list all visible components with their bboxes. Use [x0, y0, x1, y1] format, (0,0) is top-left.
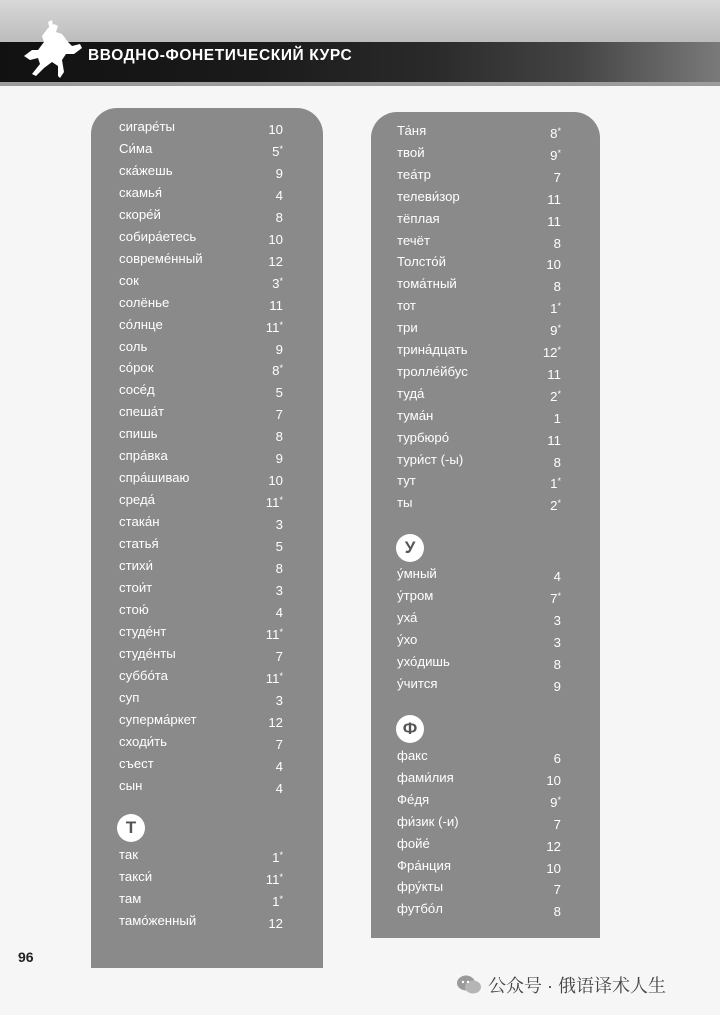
lesson-number-value: 11 [547, 213, 561, 229]
word-entry [119, 446, 283, 466]
entry-lesson-number [268, 468, 283, 491]
entry-lesson-number [276, 161, 283, 184]
lesson-number-value: 8 [275, 209, 283, 225]
lesson-star-mark: * [557, 794, 561, 805]
entry-lesson-number [266, 867, 283, 890]
word-entry [119, 578, 283, 598]
entry-lesson-number [550, 586, 561, 609]
lesson-number-value: 8 [553, 279, 561, 295]
entry-lesson-number [554, 652, 561, 675]
word-entry [397, 340, 561, 360]
lesson-star-mark: * [557, 590, 561, 601]
entry-lesson-number [276, 534, 283, 557]
word-entry [397, 768, 561, 788]
lesson-number-value: 7 [550, 590, 558, 606]
entry-lesson-number [554, 746, 561, 769]
word-entry [119, 139, 283, 159]
entry-word: футбо́л [397, 901, 443, 917]
word-entry [397, 834, 561, 854]
word-entry [397, 318, 561, 338]
entry-lesson-number [276, 754, 283, 777]
entry-lesson-number [554, 231, 561, 254]
lesson-number-value: 3 [275, 582, 283, 598]
entry-word: Та́ня [397, 123, 427, 138]
lesson-number-value: 7 [553, 169, 561, 185]
entry-lesson-number [272, 845, 283, 868]
lesson-number-value: 11 [265, 670, 280, 686]
entry-word: солёнье [119, 294, 170, 310]
word-entry [119, 468, 283, 488]
word-entry [397, 790, 561, 810]
entry-lesson-number [554, 165, 561, 188]
entry-lesson-number [276, 183, 283, 206]
lesson-star-mark: * [557, 498, 561, 509]
lesson-number-value: 7 [553, 882, 561, 898]
watermark-text: 公众号 · 俄语译术人生 [488, 976, 666, 996]
word-entry [397, 143, 561, 163]
lesson-number-value: 9 [275, 451, 283, 467]
lesson-number-value: 4 [275, 758, 283, 774]
lesson-number-value: 9 [550, 323, 558, 339]
entry-word: скоре́й [119, 206, 161, 222]
entry-word: тролле́йбус [397, 363, 468, 379]
entry-lesson-number [276, 556, 283, 579]
word-entry [119, 732, 283, 752]
entry-word: Фра́нция [397, 857, 452, 873]
entry-word: сосе́д [119, 382, 155, 398]
word-entry [119, 315, 283, 335]
lesson-number-value: 11 [547, 432, 561, 448]
entry-lesson-number [276, 446, 283, 469]
word-entry [397, 877, 561, 897]
section-letter-f: Ф [398, 717, 422, 741]
lesson-number-value: 1 [553, 410, 561, 426]
entry-lesson-number [550, 121, 561, 144]
entry-lesson-number [276, 337, 283, 360]
entry-lesson-number [268, 117, 283, 140]
entry-word: статья́ [119, 536, 159, 552]
lesson-number-value: 5 [272, 143, 280, 159]
entry-word: скамья́ [119, 184, 163, 200]
entry-lesson-number [546, 768, 561, 791]
entry-word: Фе́дя [397, 791, 430, 807]
lesson-number-value: 3 [272, 275, 280, 291]
entry-lesson-number [276, 776, 283, 799]
lesson-number-value: 12 [268, 915, 283, 931]
lesson-number-value: 7 [553, 816, 561, 832]
word-entry [397, 362, 561, 382]
word-entry [119, 867, 283, 887]
word-entry [119, 911, 283, 931]
word-entry [397, 165, 561, 185]
lesson-star-mark: * [279, 670, 283, 681]
lesson-number-value: 7 [275, 407, 283, 423]
word-entry [119, 337, 283, 357]
word-entry [119, 161, 283, 181]
entry-word: такси́ [119, 868, 153, 884]
entry-lesson-number [554, 564, 561, 587]
horse-rider-logo-icon [18, 20, 84, 82]
entry-word: сходи́ть [119, 733, 168, 749]
lesson-number-value: 8 [553, 656, 561, 672]
lesson-number-value: 10 [546, 772, 561, 788]
word-entry [397, 252, 561, 272]
word-entry [119, 424, 283, 444]
entry-word: стою́ [119, 601, 149, 617]
lesson-number-value: 11 [265, 871, 280, 887]
word-entry [119, 845, 283, 865]
lesson-star-mark: * [557, 323, 561, 334]
word-entry [119, 227, 283, 247]
lesson-number-value: 7 [275, 736, 283, 752]
lesson-number-value: 3 [275, 517, 283, 533]
lesson-number-value: 12 [268, 714, 283, 730]
entry-lesson-number [554, 812, 561, 835]
word-entry [119, 117, 283, 137]
entry-lesson-number [554, 877, 561, 900]
entry-word: суббо́та [119, 667, 169, 683]
word-entry [397, 209, 561, 229]
entry-word: ска́жешь [119, 162, 173, 178]
lesson-star-mark: * [557, 388, 561, 399]
lesson-number-value: 10 [546, 257, 561, 273]
entry-lesson-number [276, 512, 283, 535]
word-entry [397, 652, 561, 672]
lesson-number-value: 2 [550, 388, 558, 404]
lesson-star-mark: * [557, 126, 561, 136]
entry-lesson-number [272, 271, 283, 294]
word-entry [119, 249, 283, 269]
lesson-number-value: 4 [275, 604, 283, 620]
entry-lesson-number [268, 227, 283, 250]
lesson-number-value: 8 [550, 126, 558, 141]
lesson-number-value: 12 [542, 345, 558, 360]
entry-lesson-number [276, 600, 283, 623]
entry-lesson-number [276, 644, 283, 667]
entry-lesson-number [266, 666, 283, 689]
word-entry [119, 271, 283, 291]
word-entry [119, 666, 283, 686]
entry-word: у́мный [397, 566, 437, 581]
word-entry [397, 856, 561, 876]
lesson-star-mark: * [279, 495, 283, 506]
entry-word: тамо́женный [119, 912, 197, 928]
entry-word: съест [119, 755, 154, 771]
lesson-number-value: 11 [265, 495, 280, 511]
entry-word: суперма́ркет [119, 711, 197, 727]
entry-lesson-number [554, 406, 561, 429]
word-entry [397, 746, 561, 766]
entry-lesson-number [266, 315, 283, 338]
word-entry [119, 688, 283, 708]
entry-word: тот [397, 298, 416, 314]
entry-lesson-number [269, 293, 283, 316]
lesson-number-value: 11 [269, 297, 283, 313]
entry-word: тёплая [397, 210, 440, 226]
entry-lesson-number [276, 424, 283, 447]
word-entry [119, 205, 283, 225]
word-entry [397, 450, 561, 470]
entry-lesson-number [550, 143, 561, 166]
word-entry [119, 293, 283, 313]
header-title: ВВОДНО-ФОНЕТИЧЕСКИЙ КУРС [88, 47, 353, 64]
lesson-number-value: 9 [550, 794, 558, 810]
lesson-number-value: 9 [275, 341, 283, 357]
word-entry [119, 380, 283, 400]
entry-lesson-number [268, 249, 283, 272]
entry-word: собира́етесь [119, 228, 197, 244]
word-entry [397, 586, 561, 606]
entry-word: среда́ [119, 492, 156, 508]
lesson-number-value: 4 [553, 569, 561, 584]
entry-word: спеша́т [119, 404, 165, 420]
lesson-number-value: 1 [550, 476, 558, 492]
word-entry [397, 674, 561, 694]
word-entry [397, 187, 561, 207]
entry-word: фру́кты [397, 879, 444, 895]
entry-lesson-number [546, 252, 561, 275]
entry-lesson-number [554, 630, 561, 653]
entry-word: Си́ма [119, 140, 153, 156]
lesson-number-value: 3 [275, 692, 283, 708]
entry-lesson-number [276, 402, 283, 425]
lesson-star-mark: * [557, 147, 561, 158]
entry-lesson-number [550, 296, 561, 319]
lesson-number-value: 8 [553, 454, 561, 470]
lesson-number-value: 8 [272, 363, 280, 379]
lesson-number-value: 8 [553, 235, 561, 251]
entry-lesson-number [546, 856, 561, 879]
entry-word: фойе́ [397, 835, 430, 851]
lesson-number-value: 2 [550, 498, 558, 514]
lesson-number-value: 11 [265, 626, 280, 642]
word-entry [119, 600, 283, 620]
word-entry [397, 899, 561, 919]
word-entry [397, 564, 561, 584]
entry-word: теа́тр [397, 166, 431, 182]
entry-lesson-number [547, 362, 561, 385]
entry-word: уха́ [397, 609, 418, 625]
entry-word: у́тром [397, 587, 434, 603]
entry-lesson-number [550, 471, 561, 494]
entry-lesson-number [276, 732, 283, 755]
lesson-star-mark: * [279, 850, 283, 860]
entry-word: тома́тный [397, 276, 457, 292]
page-header [0, 0, 720, 86]
entry-word: у́чится [397, 675, 438, 691]
entry-lesson-number [272, 139, 283, 162]
word-entry [119, 622, 283, 642]
entry-word: там [119, 890, 142, 906]
entry-word: тури́ст (-ы) [397, 451, 464, 467]
lesson-number-value: 1 [272, 850, 280, 865]
entry-lesson-number [550, 493, 561, 516]
lesson-number-value: 11 [547, 366, 561, 382]
entry-lesson-number [276, 578, 283, 601]
entry-word: течёт [397, 232, 431, 248]
entry-word: спра́шиваю [119, 470, 190, 486]
lesson-star-mark: * [279, 871, 283, 882]
lesson-star-mark: * [557, 301, 561, 312]
entry-lesson-number [276, 688, 283, 711]
entry-lesson-number [554, 899, 561, 922]
word-entry [119, 556, 283, 576]
lesson-number-value: 1 [550, 301, 558, 317]
word-entry [397, 296, 561, 316]
lesson-star-mark: * [279, 363, 283, 374]
lesson-number-value: 9 [275, 165, 283, 181]
word-entry [397, 274, 561, 294]
watermark [456, 972, 666, 998]
lesson-number-value: 11 [547, 191, 561, 207]
lesson-number-value: 6 [553, 751, 561, 766]
entry-lesson-number [266, 490, 283, 513]
entry-word: со́рок [119, 360, 154, 376]
lesson-number-value: 12 [268, 253, 283, 269]
word-entry [119, 490, 283, 510]
entry-word: факс [397, 748, 428, 763]
lesson-star-mark: * [279, 626, 283, 637]
entry-lesson-number [543, 340, 561, 363]
entry-lesson-number [547, 187, 561, 210]
word-entry [119, 889, 283, 909]
word-entry [119, 402, 283, 422]
entry-lesson-number [272, 358, 283, 381]
word-entry [119, 183, 283, 203]
lesson-number-value: 4 [275, 780, 283, 796]
lesson-star-mark: * [279, 319, 283, 330]
word-entry [397, 812, 561, 832]
entry-word: трина́дцать [397, 342, 468, 357]
lesson-number-value: 8 [275, 429, 283, 445]
lesson-number-value: 3 [553, 612, 561, 628]
lesson-number-value: 10 [268, 473, 283, 489]
entry-word: сок [119, 272, 139, 288]
entry-lesson-number [546, 834, 561, 857]
entry-word: твой [397, 144, 425, 160]
entry-word: спишь [119, 426, 158, 442]
entry-word: стихи́ [119, 558, 153, 573]
word-entry [397, 493, 561, 513]
word-entry [119, 776, 283, 796]
entry-lesson-number [272, 889, 283, 912]
entry-lesson-number [554, 608, 561, 631]
entry-word: суп [119, 689, 140, 705]
entry-word: турбюро́ [397, 429, 450, 445]
entry-word: так [119, 847, 138, 862]
entry-word: у́хо [397, 631, 418, 647]
word-entry [397, 471, 561, 491]
word-entry [119, 534, 283, 554]
lesson-number-value: 9 [550, 147, 558, 163]
lesson-star-mark: * [557, 345, 561, 355]
entry-word: студе́нт [119, 623, 167, 639]
entry-word: фами́лия [397, 769, 454, 785]
entry-lesson-number [276, 205, 283, 228]
word-entry [397, 406, 561, 426]
entry-lesson-number [550, 384, 561, 407]
entry-lesson-number [547, 209, 561, 232]
entry-word: три [397, 320, 418, 336]
entry-word: фи́зик (-и) [397, 813, 459, 829]
entry-word: сигаре́ты [119, 119, 176, 134]
wechat-icon [456, 974, 482, 996]
lesson-number-value: 5 [275, 385, 283, 401]
lesson-number-value: 1 [272, 893, 280, 909]
lesson-number-value: 8 [275, 561, 283, 576]
lesson-number-value: 3 [553, 634, 561, 650]
lesson-number-value: 11 [265, 319, 280, 335]
entry-lesson-number [550, 790, 561, 813]
entry-word: спра́вка [119, 448, 168, 464]
word-entry [397, 608, 561, 628]
entry-word: ты [397, 495, 413, 511]
lesson-star-mark: * [279, 893, 283, 904]
entry-lesson-number [268, 911, 283, 934]
lesson-number-value: 10 [546, 860, 561, 876]
word-entry [397, 384, 561, 404]
word-entry [397, 630, 561, 650]
lesson-number-value: 12 [546, 838, 561, 854]
word-entry [397, 428, 561, 448]
entry-word: туда́ [397, 385, 425, 401]
entry-word: тут [397, 473, 416, 489]
lesson-number-value: 10 [268, 122, 283, 137]
entry-word: стака́н [119, 514, 160, 530]
lesson-number-value: 7 [275, 648, 283, 664]
section-letter-t: Т [119, 816, 143, 840]
entry-lesson-number [554, 450, 561, 473]
lesson-star-mark: * [557, 476, 561, 487]
entry-lesson-number [554, 674, 561, 697]
entry-word: со́лнце [119, 316, 163, 332]
entry-word: сын [119, 777, 143, 793]
entry-word: стои́т [119, 579, 153, 595]
word-entry [119, 358, 283, 378]
lesson-star-mark: * [279, 275, 283, 286]
word-entry [397, 121, 561, 141]
lesson-number-value: 4 [275, 187, 283, 203]
word-entry [119, 754, 283, 774]
lesson-number-value: 10 [268, 231, 283, 247]
entry-word: студе́нты [119, 645, 176, 661]
lesson-number-value: 9 [553, 678, 561, 694]
lesson-number-value: 5 [275, 539, 283, 555]
word-entry [119, 710, 283, 730]
entry-word: тума́н [397, 407, 434, 423]
lesson-number-value: 8 [553, 904, 561, 920]
entry-word: совреме́нный [119, 250, 203, 266]
word-entry [119, 644, 283, 664]
lesson-star-mark: * [279, 143, 283, 154]
entry-lesson-number [550, 318, 561, 341]
entry-lesson-number [276, 380, 283, 403]
word-entry [119, 512, 283, 532]
entry-word: Толсто́й [397, 254, 446, 270]
section-letter-u: У [398, 536, 422, 560]
page-number: 96 [18, 949, 34, 965]
entry-word: ухо́дишь [397, 653, 450, 669]
entry-lesson-number [268, 710, 283, 733]
word-entry [397, 231, 561, 251]
entry-lesson-number [266, 622, 283, 645]
entry-word: соль [119, 338, 148, 354]
entry-lesson-number [554, 274, 561, 297]
entry-lesson-number [547, 428, 561, 451]
entry-word: телеви́зор [397, 188, 460, 204]
